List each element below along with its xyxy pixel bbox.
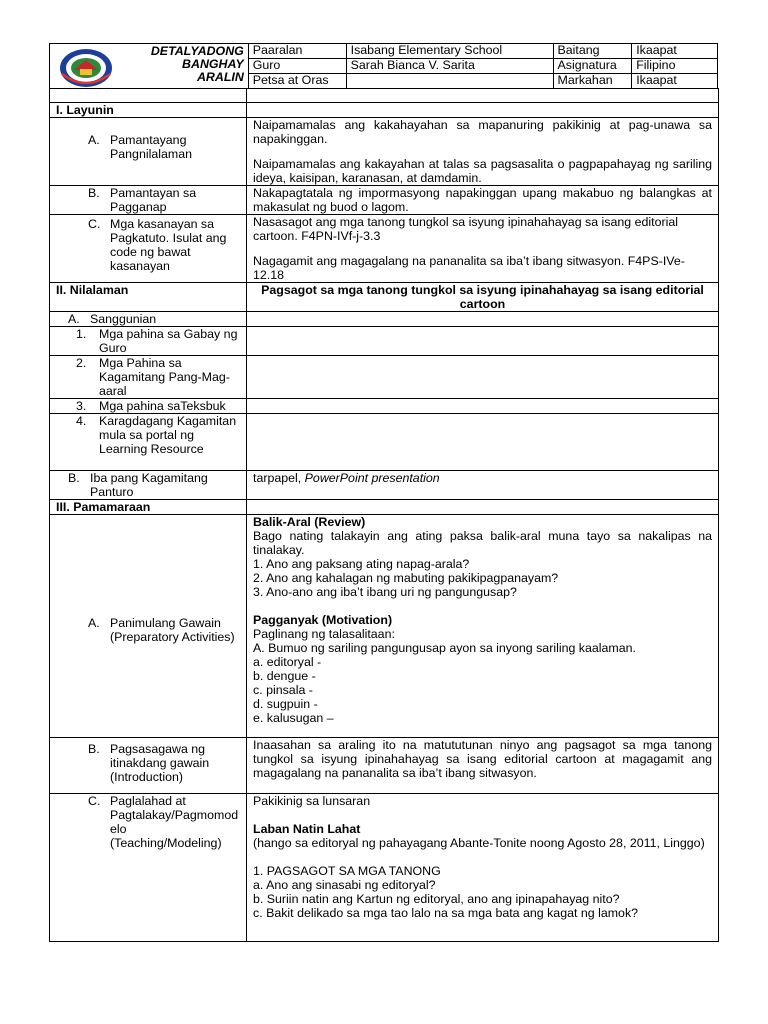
paglalahad-content (247, 794, 719, 942)
item-label: Karagdagang Kagamitan mula sa portal ng Learning Resource (99, 414, 237, 456)
layunin-a-p1: Naipamamalas ang kakahayahan sa mapanuring pakikinig at pag-unawa sa napakinggan. (253, 118, 712, 146)
sanggunian-item-4 (50, 414, 247, 471)
vocabulary-item: c. pinsala - (253, 683, 313, 697)
question-item: a. Ano ang sinasabi ng editoryal? (253, 878, 436, 892)
layunin-a-content (247, 118, 719, 186)
layunin-c-text: Mga kasanayan sa Pagkatuto. Isulat ang code ng bawat kasanayan (110, 217, 227, 273)
school-value: Isabang Elementary School (346, 44, 553, 59)
layunin-c-p1: Nasasagot ang mga tanong tungkol sa isyung ipinahahayag sa isang editorial cartoon. F4PN-IVf-j-3.3 (253, 215, 679, 243)
body-table (49, 88, 719, 942)
lunsaran-text: Pakikinig sa lunsaran (253, 794, 371, 808)
date-time-value (346, 74, 553, 89)
sanggunian-heading (50, 312, 247, 327)
nilalaman-content: Pagsagot sa mga tanong tungkol sa isyung ipinahahayag sa isang editorial cartoon (247, 283, 719, 312)
layunin-a-text: Pamantayang Pangnilalaman (110, 133, 192, 161)
item-number: 3. (76, 399, 87, 413)
layunin-c-content (247, 215, 719, 283)
iba-value-text: tarpapel, (253, 471, 305, 485)
layunin-b-letter: B. (88, 186, 100, 200)
school-label: Paaralan (248, 44, 346, 59)
pamamaraan-heading: III. Pamamaraan (50, 500, 247, 515)
vocabulary-item: b. dengue - (253, 669, 316, 683)
iba-letter: B. (68, 471, 80, 485)
item-label: Mga pahina saTeksbuk (99, 399, 226, 413)
pagsasagawa-letter: B. (88, 742, 100, 756)
spacer-row (50, 89, 247, 103)
paglalahad-title: Paglalahad at Pagtalakay/Pagmomod elo (110, 794, 239, 836)
vocabulary-item: e. kalusugan – (253, 711, 334, 725)
item-label: Mga pahina sa Gabay ng Guro (99, 327, 238, 355)
item-number: 4. (76, 414, 87, 428)
item-number: 1. (76, 327, 87, 341)
layunin-b-label (50, 186, 247, 215)
sanggunian-letter: A. (68, 312, 80, 326)
questions-title: 1. PAGSAGOT SA MGA TANONG (253, 864, 441, 878)
layunin-a-label (50, 118, 247, 186)
quarter-value: Ikaapat (632, 74, 718, 89)
paglalahad-subtitle: (Teaching/Modeling) (110, 836, 222, 850)
vocabulary-item: d. sugpuin - (253, 697, 318, 711)
review-question: 1. Ano ang paksang ating napag-arala? (253, 557, 470, 571)
panimulang-subtitle: (Preparatory Activities) (110, 630, 235, 644)
teacher-label: Guro (248, 59, 346, 74)
motivation-task: A. Bumuo ng sariling pangungusap ayon sa inyong sariling kaalaman. (253, 641, 636, 655)
question-item: c. Bakit delikado sa mga tao lalo na sa mga bata ang kagat ng lamok? (253, 906, 639, 920)
motivation-title: Pagganyak (Motivation) (253, 613, 393, 627)
iba-value-emphasis: PowerPoint presentation (304, 471, 440, 485)
title-line-2: BANGHAY (182, 57, 244, 71)
editorial-title: Laban Natin Lahat (253, 822, 361, 836)
layunin-b-content: Nakapagtatala ng impormasyong napakinggan upang makabuo ng balangkas at makasulat ng buod o lagom. (247, 186, 719, 215)
grade-value: Ikaapat (632, 44, 718, 59)
layunin-b-text: Pamantayan sa Pagganap (110, 186, 197, 214)
title-line-1: DETALYADONG (150, 44, 244, 58)
question-item: b. Suriin natin ang Kartun ng editoryal, ano ang ipinapahayag nito? (253, 892, 620, 906)
subject-value: Filipino (632, 59, 718, 74)
iba-text: Iba pang Kagamitang Panturo (90, 471, 208, 499)
sanggunian-text: Sanggunian (90, 312, 157, 326)
paglalahad-letter: C. (88, 794, 101, 808)
lesson-plan-document (49, 43, 718, 942)
header-table (49, 43, 718, 89)
date-time-label: Petsa at Oras (248, 74, 346, 89)
vocabulary-item: a. editoryal - (253, 655, 322, 669)
panimulang-gawain-content (247, 515, 719, 738)
pagsasagawa-label (50, 738, 247, 794)
sanggunian-item-2 (50, 356, 247, 399)
sanggunian-item-1 (50, 327, 247, 356)
nilalaman-heading: II. Nilalaman (50, 283, 247, 312)
school-seal-icon (58, 48, 114, 88)
item-number: 2. (76, 356, 87, 370)
pagsasagawa-content: Inaasahan sa araling ito na matututunan ninyo ang pagsagot sa mga tanong tungkol sa isyung ipinahahayag sa isang editorial cartoon at magagamit ang magagalang na pananalita sa iba’t ibang sitwasyon. (247, 738, 719, 794)
iba-pang-kagamitan-label (50, 471, 247, 500)
quarter-label: Markahan (553, 74, 632, 89)
pagsasagawa-text: Pagsasagawa ng itinakdang gawain (Introduction) (110, 742, 210, 784)
sanggunian-item-3 (50, 399, 247, 414)
teacher-value: Sarah Bianca V. Sarita (346, 59, 553, 74)
panimulang-title: Panimulang Gawain (110, 616, 221, 630)
motivation-intro: Paglinang ng talasalitaan: (253, 627, 395, 641)
title-line-3: ARALIN (196, 70, 244, 84)
layunin-heading: I. Layunin (50, 103, 247, 118)
grade-label: Baitang (553, 44, 632, 59)
iba-pang-kagamitan-value (247, 471, 719, 500)
layunin-a-p2: Naipamamalas ang kakayahan at talas sa pagsasalita o pagpapahayag ng sariling ideya, kaisipan, karanasan, at damdamin. (253, 157, 712, 185)
layunin-c-letter: C. (88, 217, 101, 231)
paglalahad-label (50, 794, 247, 942)
item-label: Mga Pahina sa Kagamitang Pang-Mag-aaral (99, 356, 230, 398)
editorial-source: (hango sa editoryal ng pahayagang Abante-Tonite noong Agosto 28, 2011, Linggo) (253, 836, 705, 850)
document-title (50, 44, 249, 89)
panimulang-letter: A. (88, 616, 100, 630)
review-question: 3. Ano-ano ang iba’t ibang uri ng pangungusap? (253, 585, 517, 599)
panimulang-gawain-label (50, 515, 247, 738)
subject-label: Asignatura (553, 59, 632, 74)
layunin-c-label (50, 215, 247, 283)
review-title: Balik-Aral (Review) (253, 515, 366, 529)
layunin-a-letter: A. (88, 133, 100, 147)
layunin-c-p2: Nagagamit ang magagalang na pananalita sa iba’t ibang sitwasyon. F4PS-IVe-12.18 (253, 254, 685, 282)
review-intro: Bago nating talakayin ang ating paksa balik-aral muna tayo sa nakalipas na tinalakay. (253, 529, 712, 557)
review-question: 2. Ano ang kahalagan ng mabuting pakikipagpanayam? (253, 571, 559, 585)
